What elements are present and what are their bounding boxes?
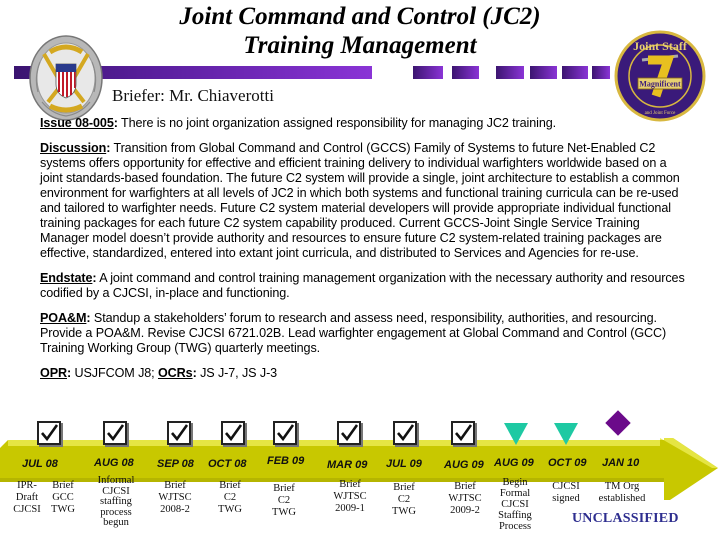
poam-text: Standup a stakeholders’ forum to research and assess need, responsibility, authorities, and resourcing. Provide a POA&M. Revise CJCSI 6721.02B. Lead warfighter engagement at Global Command and Control (GCC) Training Working Group (TWG) quarterly meetings. (40, 311, 667, 355)
milestone-description: Brief C2 TWG (392, 482, 416, 517)
milestone-date: AUG 09 (494, 457, 534, 469)
milestone-date: AUG 09 (444, 459, 484, 471)
discussion-paragraph: Discussion: Transition from Global Command and Control (GCCS) Family of Systems to future Net-Enabled C2 systems offers opportunity for effective and efficient training delivery to individual warfighters worldwide based on a joint standards-based foundation. The future C2 system will provide a single, joint architecture to establish a common environment for warfighters at all levels of JC2 in which both systems and functional training curricula can be re-used and tailored to warfighter needs. Future C2 system material developers will provide appropriate individual functional training packages for each future C2 system capability produced. Current GCCS-Joint Single Service Training Manager model doesn’t provide authority and resources to ensure future C2 system-related training packages are effective, standardized, entered into extant joint curricula, and distributed to Services and Agencies for re-use. (40, 141, 680, 260)
endstate-text: A joint command and control training management organization with the necessary authority and resources codified by a CJCSI, in-place and functioning. (40, 271, 685, 300)
checkmark-icon (339, 423, 359, 443)
title-line-2: Training Management (243, 32, 477, 59)
checkmark-icon (453, 423, 473, 443)
milestone-goal-diamond-icon (605, 410, 630, 435)
purple-divider-segment (413, 66, 443, 79)
briefer-name: Briefer: Mr. Chiaverotti (112, 86, 274, 105)
checkmark-icon (223, 423, 243, 443)
opr-text: USJFCOM J8; (71, 366, 158, 380)
milestone-date: OCT 09 (548, 457, 587, 469)
milestone-date: OCT 08 (208, 458, 247, 470)
svg-text:Joint Staff: Joint Staff (633, 39, 687, 53)
milestone-description: Begin Formal CJCSI Staffing Process (498, 477, 532, 532)
endstate-paragraph: Endstate: A joint command and control training management organization with the necessary authority and resources codified by a CJCSI, in-place and functioning. (40, 271, 685, 300)
milestone-description: Informal CJCSI staffing process begun (97, 475, 135, 528)
classification-marking: UNCLASSIFIED (572, 511, 679, 526)
ocr-text: JS J-7, JS J-3 (196, 366, 278, 380)
milestone-complete-checkbox (37, 421, 61, 445)
title-line-1: Joint Command and Control (JC2) (179, 3, 541, 30)
milestone-date: JAN 10 (602, 457, 640, 469)
milestone-description: Brief WJTSC 2009-2 (448, 481, 482, 516)
purple-divider-segment (530, 66, 557, 79)
checkmark-icon (39, 423, 59, 443)
milestone-date: AUG 08 (94, 457, 134, 469)
milestone-date: SEP 08 (157, 458, 194, 470)
purple-divider-segment (496, 66, 524, 79)
milestone-description: Brief WJTSC 2008-2 (158, 480, 192, 515)
checkmark-icon (395, 423, 415, 443)
slide-title (100, 2, 620, 60)
opr-paragraph: OPR: USJFCOM J8; OCRs: JS J-7, JS J-3 (40, 366, 278, 380)
milestone-date: MAR 09 (327, 459, 368, 471)
discussion-text: Transition from Global Command and Control (GCCS) Family of Systems to future Net-Enabled C2 systems offers opportunity for effective and efficient training delivery to individual warfighters worldwide based on a joint standards-based foundation. The future C2 system will provide a single, joint architecture to establish a common environment for warfighters at all levels of JC2 in which both systems and functional training curricula can be re-used and tailored to warfighter needs. Future C2 system material developers will provide appropriate individual functional training packages for each future C2 system capability produced. Current GCCS-Joint Single Service Training Manager model doesn’t provide authority and resources to ensure future C2 system-related training packages are effective, standardized, entered into extant joint curricula, and distributed to Services and Agencies for re-use. (40, 141, 680, 260)
milestone-complete-checkbox (451, 421, 475, 445)
milestone-pending-triangle-icon (504, 423, 528, 445)
milestone-description: Brief C2 TWG (272, 483, 296, 518)
poam-paragraph: POA&M: Standup a stakeholders’ forum to research and assess need, responsibility, authorities, and resourcing. Provide a POA&M. Revise CJCSI 6721.02B. Lead warfighter engagement at Global Command and Control (GCC) Training Working Group (TWG) quarterly meetings. (40, 311, 667, 355)
checkmark-icon (169, 423, 189, 443)
milestone-complete-checkbox (103, 421, 127, 445)
milestone-description: Brief GCC TWG (51, 480, 75, 515)
milestone-description: IPR- Draft CJCSI (13, 480, 41, 515)
milestone-description: TM Org established (598, 481, 646, 504)
slide-body (40, 116, 692, 391)
milestone-complete-checkbox (393, 421, 417, 445)
milestone-complete-checkbox (337, 421, 361, 445)
ocr-label: OCRs (157, 366, 193, 380)
milestone-complete-checkbox (273, 421, 297, 445)
discussion-label: Discussion (40, 141, 107, 155)
milestone-pending-triangle-icon (554, 423, 578, 445)
purple-divider-segment (452, 66, 479, 79)
jcs-seal-icon (28, 32, 104, 122)
milestone-date: JUL 08 (22, 458, 58, 470)
joint-staff-j7-seal-icon (612, 30, 708, 122)
svg-text:and Joint Force: and Joint Force (644, 111, 676, 116)
issue-text: There is no joint organization assigned responsibility for managing JC2 training. (117, 116, 557, 130)
milestone-complete-checkbox (221, 421, 245, 445)
svg-text:Magnificent: Magnificent (639, 79, 681, 89)
checkmark-icon (105, 423, 125, 443)
issue-label: Issue 08-005 (40, 116, 114, 130)
milestone-description: CJCSI signed (552, 481, 580, 504)
milestone-description: Brief WJTSC 2009-1 (333, 479, 367, 514)
purple-divider-segment (562, 66, 588, 79)
milestone-description: Brief C2 TWG (218, 480, 242, 515)
milestone-date: JUL 09 (386, 458, 422, 470)
opr-label: OPR (40, 366, 67, 380)
poam-label: POA&M (40, 311, 87, 325)
milestone-complete-checkbox (167, 421, 191, 445)
endstate-label: Endstate (40, 271, 93, 285)
milestone-date: FEB 09 (267, 455, 305, 467)
issue-paragraph: Issue 08-005: There is no joint organization assigned responsibility for managing JC2 training. (40, 116, 557, 130)
checkmark-icon (275, 423, 295, 443)
purple-divider-segment (592, 66, 610, 79)
